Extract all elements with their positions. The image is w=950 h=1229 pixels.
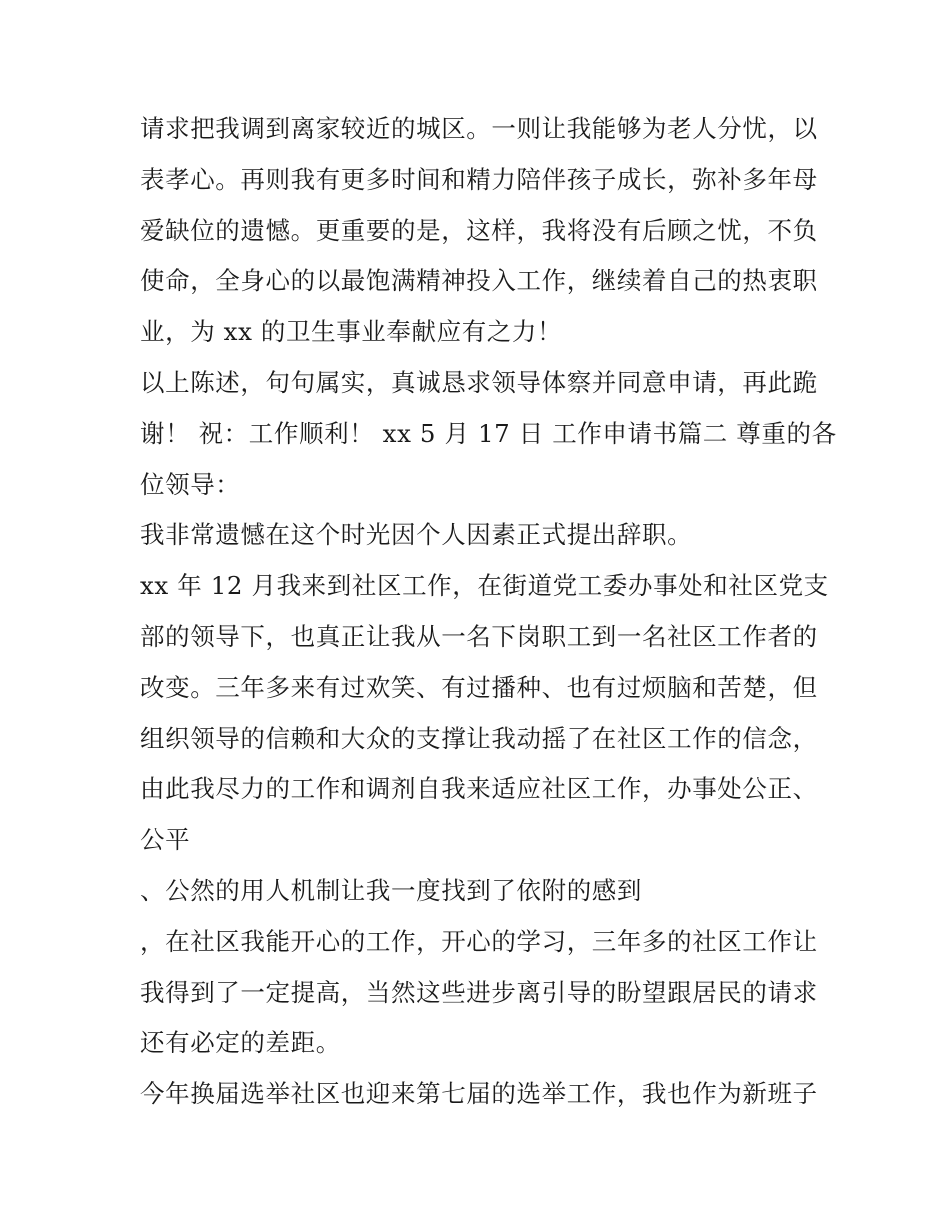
text-line: 我非常遗憾在这个时光因个人因素正式提出辞职。: [140, 520, 693, 550]
text-line: xx 年 12 月我来到社区工作，在街道党工委办事处和社区党支: [140, 571, 829, 601]
text-line: 由此我尽力的工作和调剂自我来适应社区工作，办事处公正、: [140, 774, 818, 804]
text-line: 使命，全身心的以最饱满精神投入工作，继续着自己的热衷职: [140, 266, 818, 296]
text-line: 爱缺位的遗憾。更重要的是，这样，我将没有后顾之忧，不负: [140, 215, 818, 245]
text-line: 还有必定的差距。: [140, 1028, 341, 1058]
text-line: 今年换届选举社区也迎来第七届的选举工作，我也作为新班子: [140, 1079, 818, 1109]
text-line: 公平: [140, 825, 191, 855]
text-line: 改变。三年多来有过欢笑、有过播种、也有过烦脑和苦楚，但: [140, 672, 818, 702]
text-line: 部的领导下，也真正让我从一名下岗职工到一名社区工作者的: [140, 621, 818, 651]
text-line: 我得到了一定提高，当然这些进步离引导的盼望跟居民的请求: [140, 977, 818, 1007]
text-line: 谢！ 祝：工作顺利！ xx 5 月 17 日 工作申请书篇二 尊重的各: [140, 418, 837, 448]
text-line: 以上陈述，句句属实，真诚恳求领导体察并同意申请，再此跪: [140, 367, 818, 397]
text-line: ，在社区我能开心的工作，开心的学习，三年多的社区工作让: [140, 926, 818, 956]
document-body: [140, 104, 837, 1120]
text-line: 表孝心。再则我有更多时间和精力陪伴孩子成长，弥补多年母: [140, 164, 818, 194]
text-line: 位领导：: [140, 469, 241, 499]
text-line: 组织领导的信赖和大众的支撑让我动摇了在社区工作的信念，: [140, 723, 818, 753]
text-line: 业，为 xx 的卫生事业奉献应有之力！: [140, 317, 563, 347]
text-line: 请求把我调到离家较近的城区。一则让我能够为老人分忧，以: [140, 114, 818, 143]
text-line: 、公然的用人机制让我一度找到了依附的感到: [140, 875, 642, 905]
